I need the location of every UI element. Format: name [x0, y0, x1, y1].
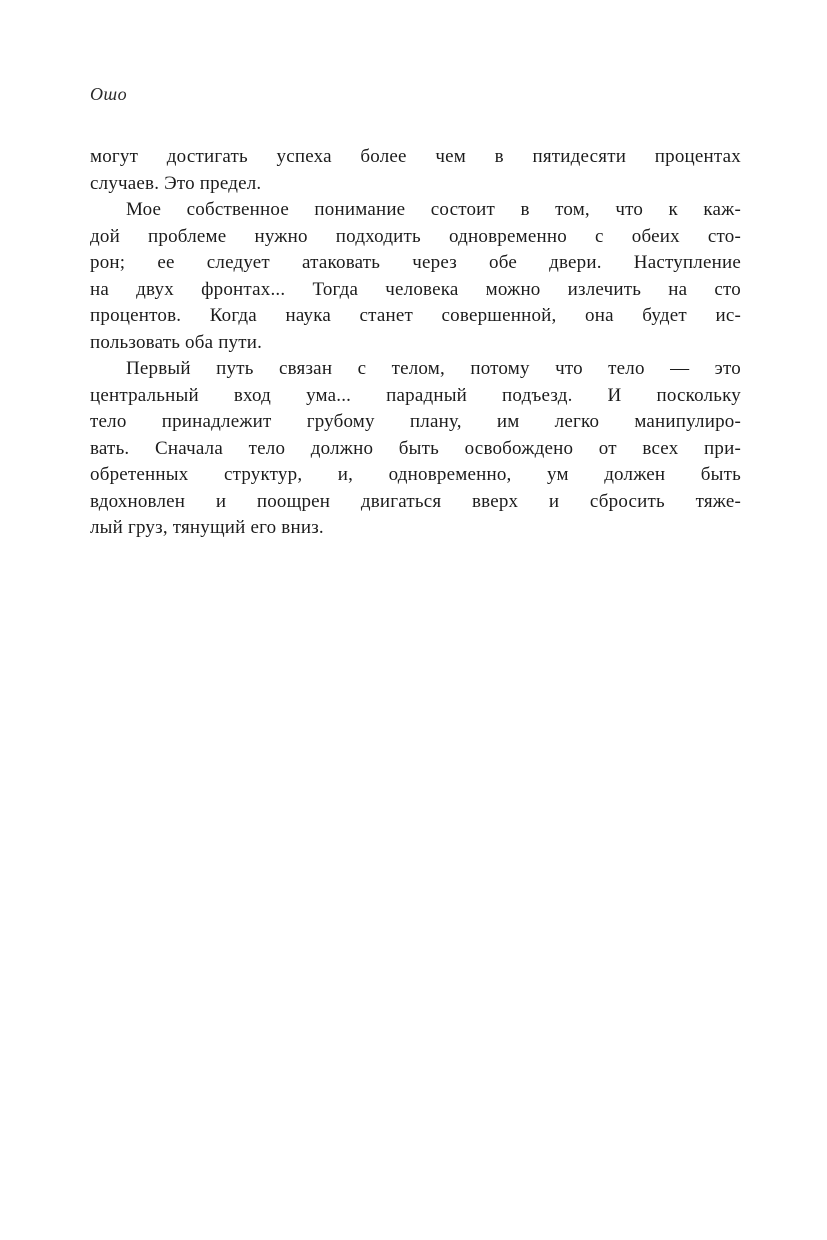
- text-line: Мое собственное понимание состоит в том, что к каж-: [126, 199, 741, 220]
- text-line: Первый путь связан с телом, потому что тело — это: [126, 358, 741, 379]
- text-line: случаев. Это предел.: [90, 172, 262, 194]
- text-line: пользовать оба пути.: [90, 331, 263, 353]
- text-line: обретенных структур, и, одновременно, ум должен быть: [90, 464, 741, 485]
- text-line: вать. Сначала тело должно быть освобождено от всех при-: [90, 437, 741, 459]
- text-line: центральный вход ума... парадный подъезд. И поскольку: [90, 384, 741, 406]
- text-line: на двух фронтах... Тогда человека можно излечить на сто: [90, 278, 741, 300]
- text-line: процентов. Когда наука станет совершенной, она будет ис-: [90, 305, 741, 326]
- text-line: тело принадлежит грубому плану, им легко манипулиро-: [90, 411, 741, 432]
- text-line: могут достигать успеха более чем в пятидесяти процентах: [90, 146, 741, 167]
- text-block: [90, 144, 741, 542]
- text-line: вдохновлен и поощрен двигаться вверх и сбросить тяже-: [90, 490, 741, 512]
- text-line: рон; ее следует атаковать через обе двери. Наступление: [90, 252, 741, 273]
- text-line: дой проблеме нужно подходить одновременно с обеих сто-: [90, 225, 741, 247]
- text-line: лый груз, тянущий его вниз.: [90, 517, 324, 538]
- running-header: Ошо: [90, 84, 128, 104]
